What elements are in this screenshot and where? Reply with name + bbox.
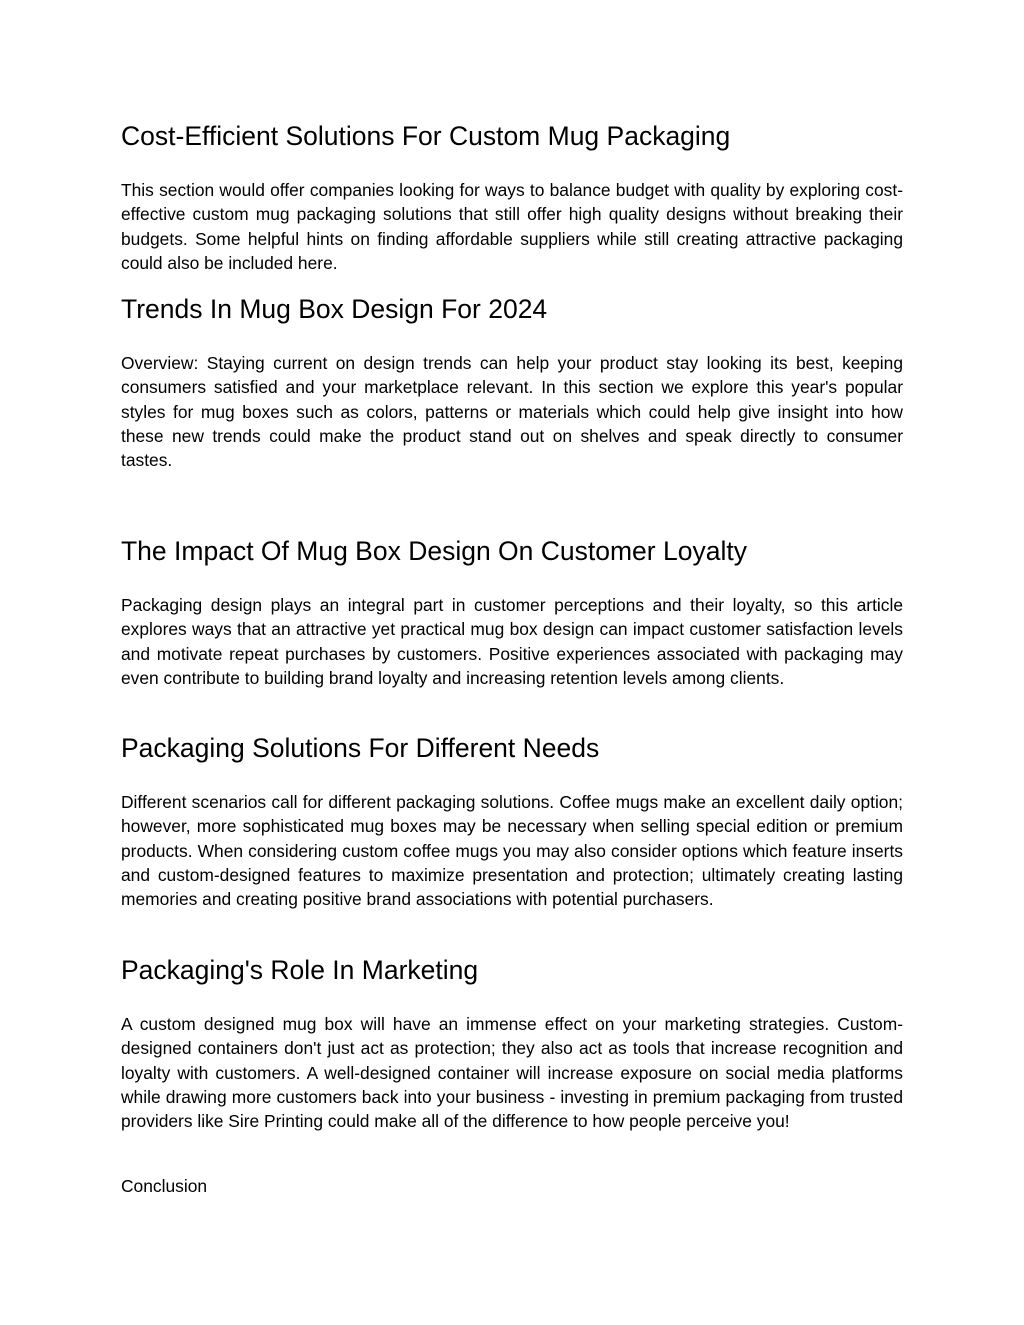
section-paragraph: Packaging design plays an integral part in customer perceptions and their loyalty, so this article explores ways that an attractive yet practical mug box design can impact customer satisfaction levels and motivate repeat purchases by customers. Positive experiences associated with packaging may even contribute to building brand loyalty and increasing retention levels among clients. <box>121 595 903 688</box>
section-paragraph: This section would offer companies looking for ways to balance budget with quality by exploring cost-effective custom mug packaging solutions that still offer high quality designs without breaking their budgets. Some helpful hints on finding affordable suppliers while still creating attractive packaging could also be included here. <box>121 180 903 273</box>
section-heading: Packaging's Role In Marketing <box>121 955 479 985</box>
section-different-needs <box>121 732 903 911</box>
conclusion-label: Conclusion <box>121 1176 208 1196</box>
section-conclusion <box>121 1174 903 1198</box>
section-paragraph: Overview: Staying current on design trends can help your product stay looking its best, keeping consumers satisfied and your marketplace relevant. In this section we explore this year's popular styles for mug boxes such as colors, patterns or materials which could help give insight into how these new trends could make the product stand out on shelves and speak directly to consumer tastes. <box>121 353 903 471</box>
section-paragraph: A custom designed mug box will have an immense effect on your marketing strategies. Custom-designed containers don't just act as protection; they also act as tools that increase recognition and loyalty with customers. A well-designed container will increase exposure on social media platforms while drawing more customers back into your business - investing in premium packaging from trusted providers like Sire Printing could make all of the difference to how people perceive you! <box>121 1014 903 1132</box>
section-cost-efficient <box>121 120 903 275</box>
section-heading: Cost-Efficient Solutions For Custom Mug Packaging <box>121 121 731 151</box>
section-trends <box>121 293 903 472</box>
section-heading: Trends In Mug Box Design For 2024 <box>121 294 548 324</box>
section-heading: The Impact Of Mug Box Design On Customer Loyalty <box>121 536 747 566</box>
section-customer-loyalty <box>121 535 903 690</box>
section-marketing-role <box>121 954 903 1133</box>
section-paragraph: Different scenarios call for different packaging solutions. Coffee mugs make an excellent daily option; however, more sophisticated mug boxes may be necessary when selling special edition or premium products. When considering custom coffee mugs you may also consider options which feature inserts and custom-designed features to maximize presentation and protection; ultimately creating lasting memories and creating positive brand associations with potential purchasers. <box>121 792 903 910</box>
section-heading: Packaging Solutions For Different Needs <box>121 733 600 763</box>
